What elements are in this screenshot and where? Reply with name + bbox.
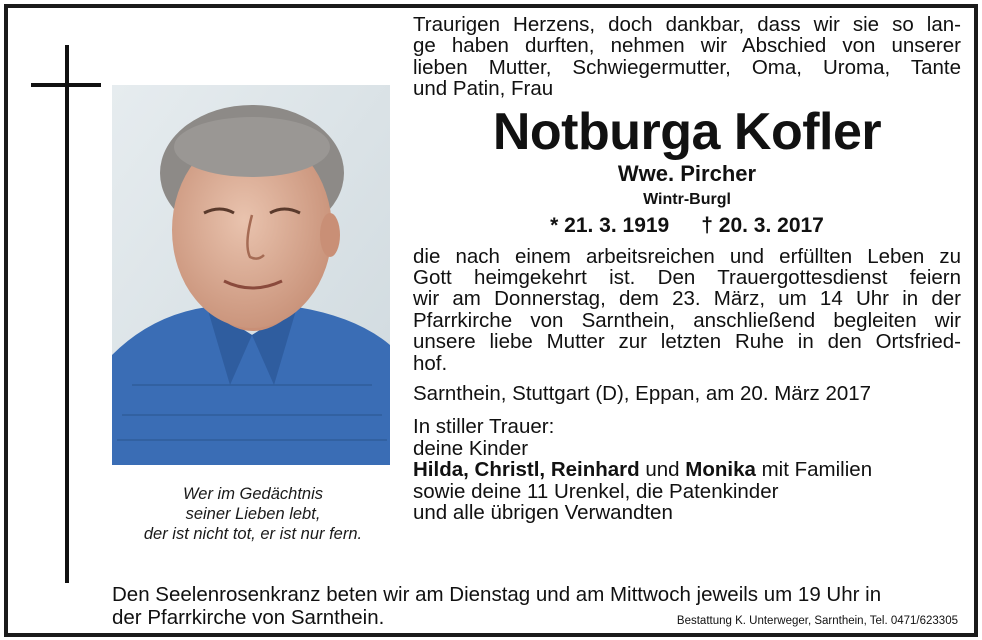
body-line: die nach einem arbeitsreichen und erfüllten Leben zu [413,244,961,268]
body-line: hof. [413,351,448,375]
body-line: wir am Donnerstag, dem 23. März, um 14 Uhr in der [413,287,961,311]
body-line: unsere liebe Mutter zur letzten Ruhe in den Ortsfried- [413,330,961,354]
relatives: und alle übrigen Verwandten [413,501,673,525]
child-name-bold: Monika [685,458,756,482]
body-line: Gott heimgekehrt ist. Den Trauergottesdienst feiern [413,266,961,290]
intro-line: lieben Mutter, Schwiegermutter, Oma, Uroma, Tante [413,55,961,79]
place-date: Sarnthein, Stuttgart (D), Eppan, am 20. März 2017 [413,382,872,406]
intro-line: und Patin, Frau [413,77,554,101]
portrait-photo [112,85,390,465]
obituary-text [413,14,961,524]
rosary-line: Den Seelenrosenkranz beten wir am Dienstag und am Mittwoch jeweils um 19 Uhr in [112,583,882,606]
life-dates [413,212,961,240]
quote-line: seiner Lieben lebt, [185,505,321,523]
nickname: Wintr-Burgl [643,190,731,208]
widow-name: Wwe. Pircher [617,160,757,186]
great-grandchildren: sowie deine 11 Urenkel, die Patenkinder [413,479,779,503]
children-names [413,459,961,480]
funeral-home: Bestattung K. Unterweger, Sarnthein, Tel. 0471/623305 [676,615,958,627]
children-names-bold: Hilda, Christl, Reinhard [413,458,640,482]
rosary-line: der Pfarrkirche von Sarnthein. [112,606,385,629]
memorial-quote [108,484,398,544]
cross-icon-vertical [65,45,69,583]
birth-date: * 21. 3. 1919 [550,213,670,237]
children-label: deine Kinder [413,436,529,460]
mourners-heading: In stiller Trauer: [413,415,555,439]
intro-line: ge haben durften, nehmen wir Abschied von unserer [413,34,961,58]
families-text: mit Familien [755,458,873,482]
body-line: Pfarrkirche von Sarnthein, anschließend begleiten wir [413,308,961,332]
obituary-frame [4,4,978,637]
deceased-name: Notburga Kofler [492,102,882,161]
quote-line: Wer im Gedächtnis [183,485,323,503]
cross-icon-horizontal [31,83,101,87]
quote-line: der ist nicht tot, er ist nur fern. [143,525,363,543]
intro-line: Traurigen Herzens, doch dankbar, dass wir sie so lan- [413,13,961,36]
conjunction: und [639,458,686,482]
death-date: † 20. 3. 2017 [701,213,824,237]
